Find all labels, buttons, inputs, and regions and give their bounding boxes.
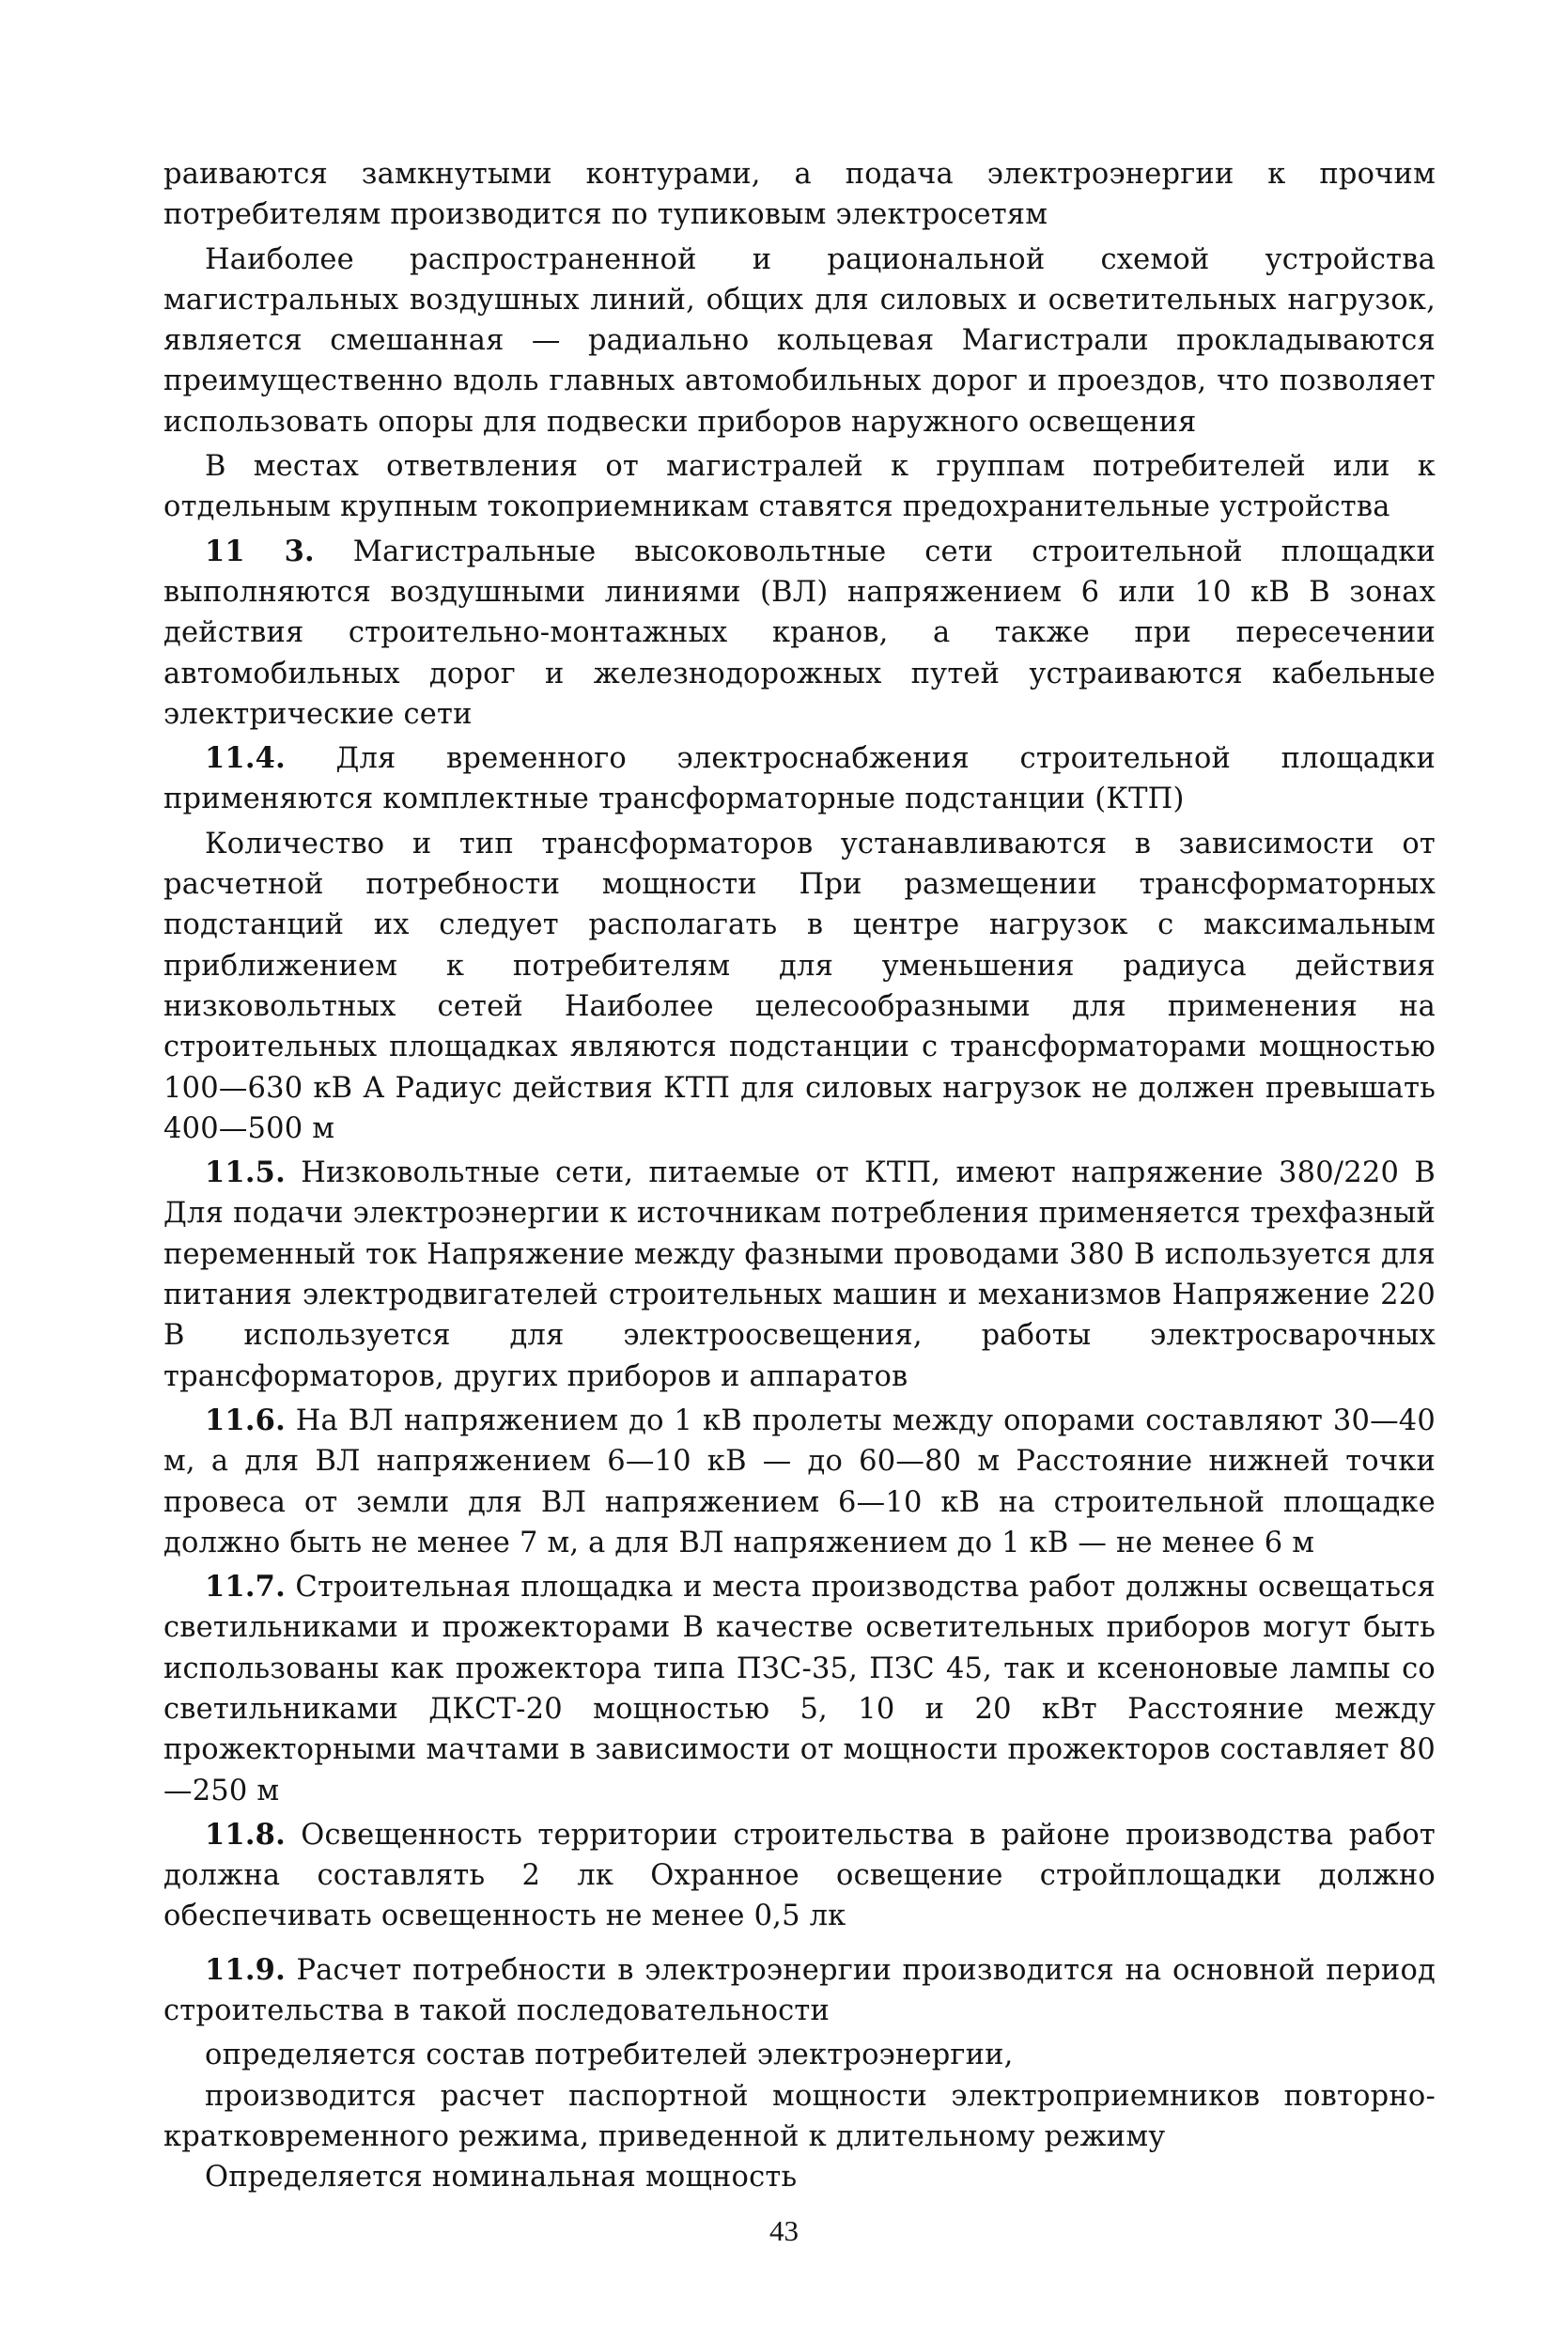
paragraph-text: Освещенность территории строительства в районе производства работ должна составлять 2 лк Охранное освещение стройплощадки должно обеспечивать освещенность не менее 0,5 лк (163, 1818, 1436, 1933)
paragraph-text: Наиболее распространенной и рациональной схемой устройства магистральных воздушных линий, общих для силовых и осветительных нагрузок, является смешанная — радиально кольцевая Магистрали прокладываются преимущественно вдоль главных автомобильных дорог и проездов, что позволяет использовать опоры для подвески приборов наружного освещения (163, 242, 1436, 439)
paragraph-text: определяется состав потребителей электроэнергии, (205, 2039, 1014, 2072)
paragraph-11-8 (163, 1815, 1436, 1937)
paragraph-11-6 (163, 1401, 1436, 1563)
body-text (163, 154, 1436, 2198)
paragraph-step-3 (163, 2157, 1436, 2197)
section-number: 11.8. (205, 1817, 286, 1852)
paragraph-text: Магистральные высоковольтные сети строительной площадки выполняются воздушными линиями (ВЛ) напряжением 6 или 10 кВ В зонах действия строительно-монтажных кранов, а также при пересечении автомобильных дорог и железнодорожных путей устраиваются кабельные электрические сети (163, 535, 1436, 731)
paragraph-main-lines (163, 240, 1436, 442)
section-number: 11.7. (205, 1570, 286, 1605)
paragraph-step-1 (163, 2035, 1436, 2075)
paragraph-branching (163, 446, 1436, 528)
paragraph-11-7 (163, 1567, 1436, 1811)
section-number: 11.6. (205, 1403, 286, 1437)
paragraph-text: Строительная площадка и места производства работ должны освещаться светильниками и прожекторами В качестве осветительных приборов могут быть использованы как прожектора типа ПЗС-35, ПЗС 45, так и ксеноновые лампы со светильниками ДКСТ-20 мощностью 5, 10 и 20 кВт Расстояние между прожекторными мачтами в зависимости от мощности прожекторов составляет 80—250 м (163, 1571, 1436, 1807)
section-number: 11.5. (205, 1155, 286, 1190)
paragraph-text: раиваются замкнутыми контурами, а подача электроэнергии к прочим потребителям производится по тупиковым электросетям (163, 158, 1436, 232)
section-number: 11.4. (205, 741, 286, 776)
paragraph-11-3 (163, 532, 1436, 735)
paragraph-text: Расчет потребности в электроэнергии производится на основной период строительства в такой последовательности (163, 1953, 1436, 2028)
paragraph-text: Для временного электроснабжения строительной площадки применяются комплектные трансформаторные подстанции (КТП) (163, 742, 1436, 816)
paragraph-step-2 (163, 2076, 1436, 2158)
paragraph-text: В местах ответвления от магистралей к группам потребителей или к отдельным крупным токоприемникам ставятся предохранительные устройства (163, 450, 1436, 524)
section-number: 11.9. (205, 1952, 286, 1987)
paragraph-transformers (163, 824, 1436, 1149)
paragraph-text: Количество и тип трансформаторов устанавливаются в зависимости от расчетной потребности мощности При размещении трансформаторных подстанций их следует располагать в центре нагрузок с максимальным приближением к потребителям для уменьшения радиуса действия низковольтных сетей Наиболее целесообразными для применения на строительных площадках являются подстанции с трансформаторами мощностью 100—630 кВ А Радиус действия КТП для силовых нагрузок не должен превышать 400—500 м (163, 827, 1436, 1145)
paragraph-text: Низковольтные сети, питаемые от КТП, имеют напряжение 380/220 В Для подачи электроэнергии к источникам потребления применяется трехфазный переменный ток Напряжение между фазными проводами 380 В используется для питания электродвигателей строительных машин и механизмов Напряжение 220 В используется для электроосвещения, работы электросварочных трансформаторов, других приборов и аппаратов (163, 1156, 1436, 1393)
paragraph-continuation (163, 154, 1436, 236)
page-number: 43 (769, 2214, 799, 2247)
paragraph-11-9 (163, 1950, 1436, 2032)
section-number: 11 3. (205, 534, 315, 568)
paragraph-text: производится расчет паспортной мощности электроприемников повторно-кратковременного режима, приведенной к длительному режиму (163, 2079, 1436, 2153)
paragraph-text: На ВЛ напряжением до 1 кВ пролеты между опорами составляют 30—40 м, а для ВЛ напряжением 6—10 кВ — до 60—80 м Расстояние нижней точки провеса от земли для ВЛ напряжением 6—10 кВ на строительной площадке должно быть не менее 7 м, а для ВЛ напряжением до 1 кВ — не менее 6 м (163, 1404, 1436, 1559)
paragraph-text: Определяется номинальная мощность (205, 2161, 798, 2195)
paragraph-11-4 (163, 738, 1436, 820)
paragraph-11-5 (163, 1153, 1436, 1397)
